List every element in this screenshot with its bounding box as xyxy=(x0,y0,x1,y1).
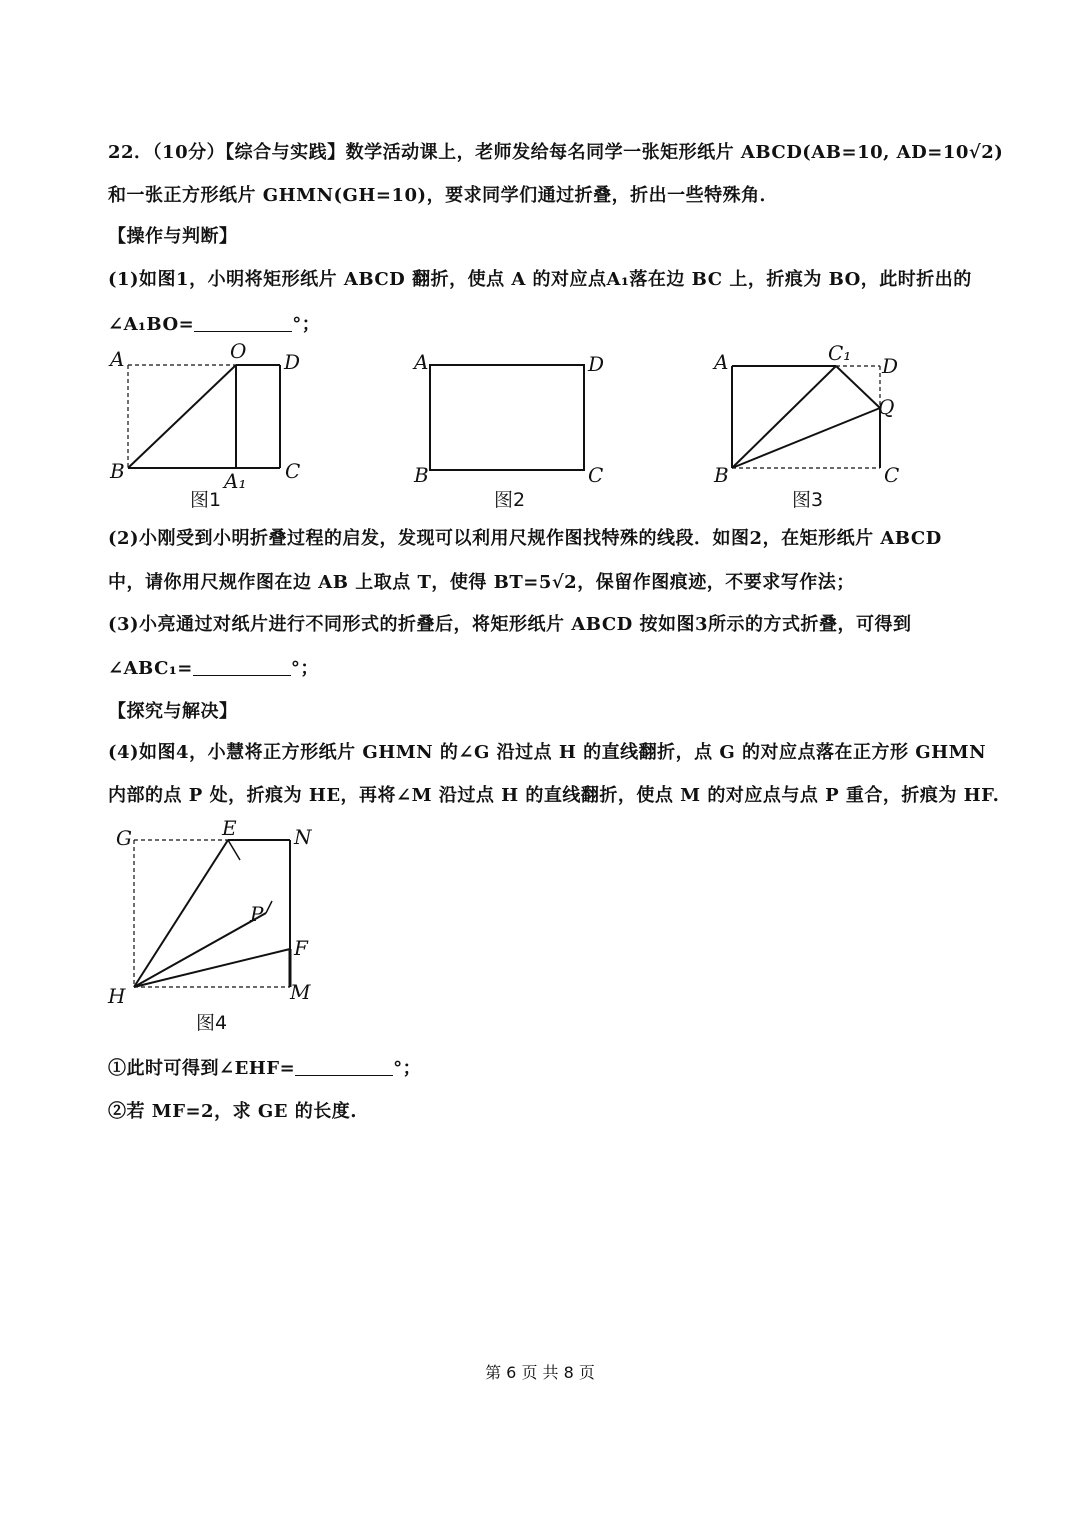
section-heading-operation: 【操作与判断】 xyxy=(108,226,238,247)
fig2-label-a: A xyxy=(414,350,429,374)
figure-2 xyxy=(408,338,628,518)
question-1-line1: (1)如图1，小明将矩形纸片 ABCD 翻折，使点 A 的对应点A₁落在边 BC 上，折痕为 BO，此时折出的 xyxy=(108,269,972,290)
question-4-part2: ②若 MF=2，求 GE 的长度. xyxy=(108,1101,357,1122)
question-3-angle-label: ∠ABC₁= xyxy=(108,658,193,679)
question-1-unit: °； xyxy=(292,314,321,335)
fig1-label-a: A xyxy=(110,347,125,371)
question-2-line2: 中，请你用尺规作图在边 AB 上取点 T，使得 BT=5√2，保留作图痕迹，不要求写作法； xyxy=(108,572,855,593)
question-1-angle-label: ∠A₁BO= xyxy=(108,314,195,335)
question-4-part1 xyxy=(108,1054,1020,1080)
answer-blank-1[interactable] xyxy=(194,313,292,332)
fig4-label-g: G xyxy=(116,826,132,850)
answer-blank-4[interactable] xyxy=(295,1057,393,1076)
fig4-label-n: N xyxy=(294,825,312,849)
fig1-label-b: B xyxy=(110,459,125,483)
fig1-label-d: D xyxy=(284,350,301,374)
question-4-unit: °； xyxy=(393,1058,422,1079)
fig4-label-h: H xyxy=(108,984,126,1008)
fig4-label-m: M xyxy=(290,980,311,1004)
figure-3 xyxy=(710,338,930,518)
fig2-label-b: B xyxy=(414,463,429,487)
figure-1 xyxy=(100,338,340,518)
fig1-label-o: O xyxy=(230,339,247,363)
question-2-line1: (2)小刚受到小明折叠过程的启发，发现可以利用尺规作图找特殊的线段．如图2，在矩形纸片 ABCD xyxy=(108,528,942,549)
fig4-label-e: E xyxy=(222,816,237,840)
fig3-label-c: C xyxy=(884,463,900,487)
fig4-label-f: F xyxy=(294,936,308,960)
page-footer: 第 6 页 共 8 页 xyxy=(485,1363,595,1382)
fig3-caption: 图3 xyxy=(792,489,824,511)
question-intro-line2: 和一张正方形纸片 GHMN(GH=10)，要求同学们通过折叠，折出一些特殊角． xyxy=(108,185,779,206)
fig1-label-c: C xyxy=(285,459,301,483)
fig2-label-d: D xyxy=(588,352,605,376)
fig4-label-p: P xyxy=(250,902,264,926)
fig3-label-q: Q xyxy=(878,395,895,419)
fig3-label-b: B xyxy=(714,463,729,487)
figure-4 xyxy=(100,815,340,1035)
fig1-caption: 图1 xyxy=(190,489,222,511)
question-3-line1: (3)小亮通过对纸片进行不同形式的折叠后，将矩形纸片 ABCD 按如图3所示的方式折叠，可得到 xyxy=(108,614,912,635)
question-intro-line1: 22．（10分）【综合与实践】数学活动课上，老师发给每名同学一张矩形纸片 ABCD(AB=10, AD=10√2) xyxy=(108,142,1004,163)
question-4-line2: 内部的点 P 处，折痕为 HE，再将∠M 沿过点 H 的直线翻折，使点 M 的对应点与点 P 重合，折痕为 HF. xyxy=(108,785,1000,806)
fig2-caption: 图2 xyxy=(494,489,526,511)
question-1-line2 xyxy=(108,310,1020,336)
question-4-line1: (4)如图4，小慧将正方形纸片 GHMN 的∠G 沿过点 H 的直线翻折，点 G 的对应点落在正方形 GHMN xyxy=(108,742,987,763)
fig3-label-c1: C₁ xyxy=(828,341,852,365)
fig1-label-a1: A₁ xyxy=(224,469,247,493)
question-3-unit: °； xyxy=(290,658,319,679)
question-3-line2 xyxy=(108,654,1020,680)
fig4-caption: 图4 xyxy=(196,1012,228,1034)
fig2-label-c: C xyxy=(588,463,604,487)
section-heading-explore: 【探究与解决】 xyxy=(108,701,238,722)
fig3-label-d: D xyxy=(882,354,899,378)
answer-blank-3[interactable] xyxy=(193,657,291,676)
question-4-angle-label: ①此时可得到∠EHF= xyxy=(108,1058,296,1079)
fig3-label-a: A xyxy=(714,350,729,374)
